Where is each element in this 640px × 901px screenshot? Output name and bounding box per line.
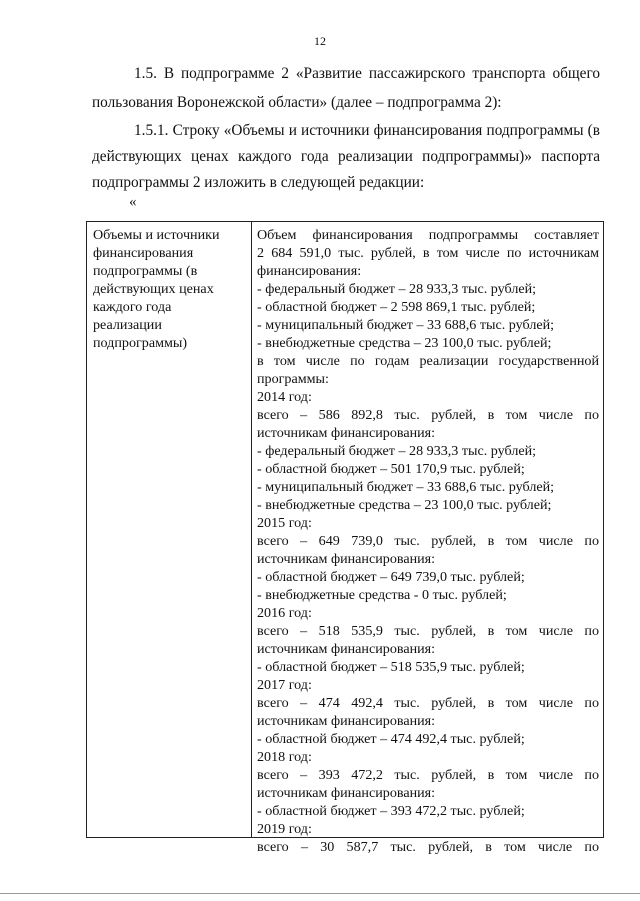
right-cell-line: - областной бюджет – 474 492,4 тыс. рублей;	[257, 731, 525, 747]
right-cell-line: - федеральный бюджет – 28 933,3 тыс. рублей;	[257, 443, 537, 459]
section-1-5-line-1: 1.5. В подпрограмме 2 «Развитие пассажирского транспорта общего	[134, 65, 600, 82]
section-1-5-line-2: пользования Воронежской области» (далее – подпрограмма 2):	[92, 94, 502, 111]
left-cell-line: подпрограммы (в	[93, 263, 198, 279]
right-cell-line: всего – 518 535,9 тыс. рублей, в том числе по	[257, 623, 599, 639]
left-cell-line: реализации	[93, 317, 162, 333]
right-cell-line: 2014 год:	[257, 389, 312, 405]
left-cell-line: финансирования	[93, 245, 194, 261]
table-left-cell	[93, 226, 245, 352]
section-1-5-1-line-1: 1.5.1. Строку «Объемы и источники финансирования подпрограммы (в	[134, 122, 600, 139]
page-bottom-edge	[0, 893, 640, 894]
right-cell-line: - областной бюджет – 2 598 869,1 тыс. рублей;	[257, 299, 536, 315]
left-cell-line: каждого года	[93, 299, 172, 315]
right-cell-line: 2017 год:	[257, 677, 312, 693]
right-cell-line: всего – 649 739,0 тыс. рублей, в том числе по	[257, 533, 599, 549]
right-cell-line: - муниципальный бюджет – 33 688,6 тыс. рублей;	[257, 479, 555, 495]
right-cell-line: источникам финансирования:	[257, 425, 436, 441]
financing-table	[86, 221, 604, 855]
right-cell-line: - внебюджетные средства – 23 100,0 тыс. рублей;	[257, 335, 552, 351]
right-cell-line: 2019 год:	[257, 821, 312, 837]
right-cell-line: 2 684 591,0 тыс. рублей, в том числе по источникам	[257, 245, 599, 261]
opening-quote-mark: «	[129, 194, 137, 210]
right-cell-line: всего – 474 492,4 тыс. рублей, в том числе по	[257, 695, 599, 711]
right-cell-line: источникам финансирования:	[257, 713, 436, 729]
table-column-divider	[251, 222, 252, 837]
table-right-cell	[257, 226, 599, 856]
right-cell-line: 2015 год:	[257, 515, 312, 531]
right-cell-line: - внебюджетные средства - 0 тыс. рублей;	[257, 587, 507, 603]
section-1-5-1-line-2: действующих ценах каждого года реализации подпрограммы)» паспорта	[92, 148, 600, 165]
right-cell-line: - областной бюджет – 649 739,0 тыс. рублей;	[257, 569, 525, 585]
right-cell-line: источникам финансирования:	[257, 641, 436, 657]
right-cell-line: всего – 586 892,8 тыс. рублей, в том числе по	[257, 407, 599, 423]
right-cell-line: всего – 30 587,7 тыс. рублей, в том числе по	[257, 839, 599, 855]
right-cell-line: финансирования:	[257, 263, 362, 279]
right-cell-line: всего – 393 472,2 тыс. рублей, в том числе по	[257, 767, 599, 783]
right-cell-line: - областной бюджет – 501 170,9 тыс. рублей;	[257, 461, 525, 477]
left-cell-line: подпрограммы)	[93, 335, 188, 351]
right-cell-line: источникам финансирования:	[257, 551, 436, 567]
right-cell-line: - муниципальный бюджет – 33 688,6 тыс. рублей;	[257, 317, 555, 333]
right-cell-line: - федеральный бюджет – 28 933,3 тыс. рублей;	[257, 281, 537, 297]
right-cell-line: источникам финансирования:	[257, 785, 436, 801]
right-cell-line: в том числе по годам реализации государственной	[257, 353, 599, 369]
right-cell-line: - областной бюджет – 393 472,2 тыс. рублей;	[257, 803, 525, 819]
right-cell-line: - внебюджетные средства – 23 100,0 тыс. рублей;	[257, 497, 552, 513]
right-cell-line: 2018 год:	[257, 749, 312, 765]
left-cell-line: действующих ценах	[93, 281, 214, 297]
left-cell-line: Объемы и источники	[93, 227, 220, 243]
right-cell-line: 2016 год:	[257, 605, 312, 621]
right-cell-line: - областной бюджет – 518 535,9 тыс. рублей;	[257, 659, 525, 675]
section-1-5-1-line-3: подпрограммы 2 изложить в следующей редакции:	[92, 174, 425, 191]
page-number: 12	[314, 34, 326, 48]
right-cell-line: Объем финансирования подпрограммы составляет	[257, 227, 599, 243]
right-cell-line: программы:	[257, 371, 329, 387]
